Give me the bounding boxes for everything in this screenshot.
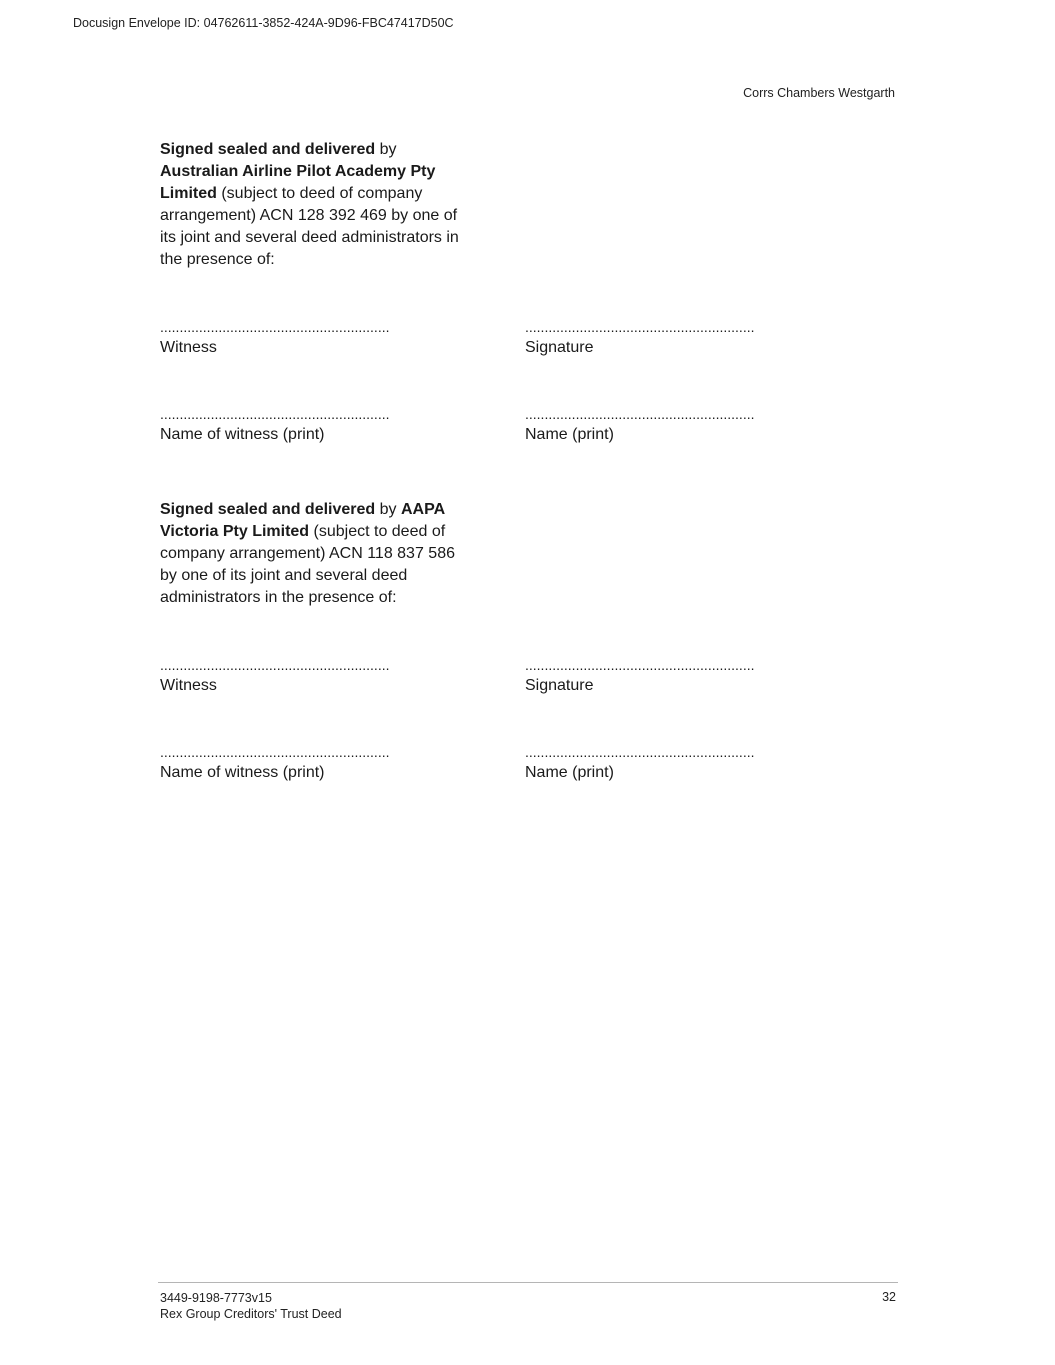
witness-label: Witness xyxy=(160,677,217,694)
entity-name: Australian Airline Pilot Academy Pty Limited xyxy=(160,163,436,202)
execution-lead: Signed sealed and delivered xyxy=(160,141,376,158)
signatory-name-field-1[interactable] xyxy=(525,407,755,445)
firm-name-header: Corrs Chambers Westgarth xyxy=(743,86,895,100)
signature-label: Signature xyxy=(525,339,594,356)
signature-line: ........................................................... xyxy=(525,406,755,422)
witness-signature-field-1[interactable] xyxy=(160,320,390,358)
document-title: Rex Group Creditors' Trust Deed xyxy=(160,1307,342,1321)
signature-label: Signature xyxy=(525,677,594,694)
signature-line: ........................................................... xyxy=(525,319,755,335)
witness-name-field-2[interactable] xyxy=(160,745,390,783)
signatory-signature-field-1[interactable] xyxy=(525,320,755,358)
name-label: Name (print) xyxy=(525,426,614,443)
execution-rest: (subject to deed of company arrangement) ACN 128 392 469 by one of its joint and several deed administrators in the presence of: xyxy=(160,185,459,268)
footer-divider xyxy=(158,1282,898,1283)
signature-line: ........................................................... xyxy=(525,657,755,673)
execution-clause-1 xyxy=(160,139,470,271)
page-number: 32 xyxy=(882,1290,896,1304)
name-label: Name (print) xyxy=(525,764,614,781)
entity-name: AAPA Victoria Pty Limited xyxy=(160,501,445,540)
docusign-envelope-id: Docusign Envelope ID: 04762611-3852-424A-9D96-FBC47417D50C xyxy=(73,16,454,30)
signature-line: ........................................................... xyxy=(160,406,390,422)
footer-doc-info xyxy=(160,1290,342,1322)
witness-name-label: Name of witness (print) xyxy=(160,764,325,781)
execution-by: by xyxy=(375,141,397,158)
witness-name-label: Name of witness (print) xyxy=(160,426,325,443)
witness-name-field-1[interactable] xyxy=(160,407,390,445)
witness-signature-field-2[interactable] xyxy=(160,658,390,696)
signature-line: ........................................................... xyxy=(160,744,390,760)
witness-label: Witness xyxy=(160,339,217,356)
execution-rest: (subject to deed of company arrangement) ACN 118 837 586 by one of its joint and several deed administrators in the presence of: xyxy=(160,523,455,606)
signatory-signature-field-2[interactable] xyxy=(525,658,755,696)
signature-line: ........................................................... xyxy=(160,319,390,335)
execution-clause-2 xyxy=(160,499,470,609)
signature-line: ........................................................... xyxy=(525,744,755,760)
signatory-name-field-2[interactable] xyxy=(525,745,755,783)
document-number: 3449-9198-7773v15 xyxy=(160,1291,272,1305)
signature-line: ........................................................... xyxy=(160,657,390,673)
execution-by: by xyxy=(375,501,401,518)
execution-lead: Signed sealed and delivered xyxy=(160,501,376,518)
